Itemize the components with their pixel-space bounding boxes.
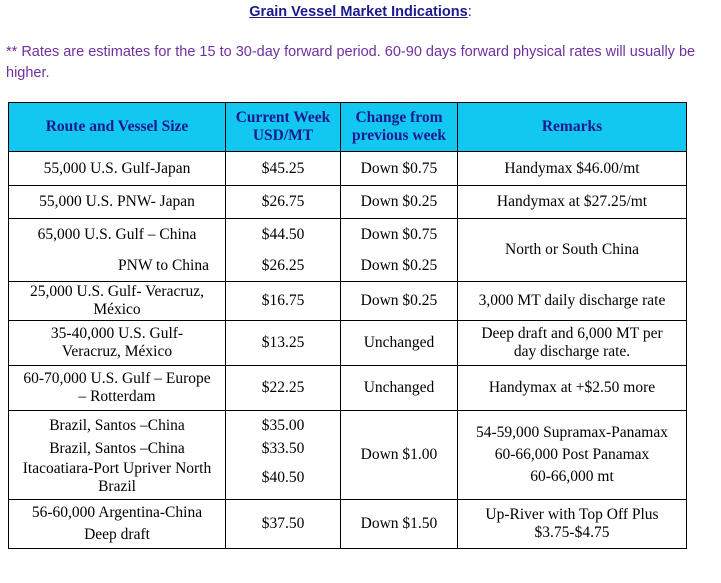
header-change bbox=[341, 103, 458, 152]
remarks-cell bbox=[458, 411, 687, 500]
rate-cell: $16.75 bbox=[226, 282, 341, 321]
rate-line: $40.50 bbox=[261, 469, 305, 486]
table-row bbox=[9, 152, 687, 186]
route-line: 35-40,000 U.S. Gulf- bbox=[50, 325, 184, 342]
route-cell: 55,000 U.S. Gulf-Japan bbox=[9, 152, 226, 186]
table-row bbox=[9, 500, 687, 549]
header-current-line1: Current Week bbox=[235, 109, 331, 126]
change-cell: Down $0.25 bbox=[341, 282, 458, 321]
rate-line: $44.50 bbox=[261, 226, 305, 243]
rate-line: $33.50 bbox=[261, 440, 305, 457]
rates-note: ** Rates are estimates for the 15 to 30-day forward period. 60-90 days forward physical rates will usually be higher. bbox=[6, 44, 696, 81]
change-cell: Down $0.75 bbox=[341, 152, 458, 186]
header-current-week bbox=[226, 103, 341, 152]
route-cell bbox=[9, 282, 226, 321]
header-current-line2: USD/MT bbox=[252, 127, 314, 144]
remarks-cell: Handymax $46.00/mt bbox=[458, 152, 687, 186]
change-cell: Down $1.50 bbox=[341, 500, 458, 549]
route-line: México bbox=[93, 301, 141, 318]
rate-cell: $37.50 bbox=[226, 500, 341, 549]
header-route: Route and Vessel Size bbox=[9, 103, 226, 152]
route-line: Brazil bbox=[98, 478, 136, 495]
change-cell bbox=[341, 219, 458, 282]
route-line: 56-60,000 Argentina-China bbox=[31, 504, 203, 521]
rate-cell: $22.25 bbox=[226, 366, 341, 411]
remarks-cell: Handymax at $27.25/mt bbox=[458, 186, 687, 219]
route-cell bbox=[9, 219, 226, 282]
table-header-row bbox=[9, 103, 687, 152]
route-line: 60-70,000 U.S. Gulf – Europe bbox=[23, 370, 211, 387]
header-change-line1: Change from bbox=[355, 109, 443, 126]
route-line: PNW to China bbox=[118, 257, 209, 274]
header-remarks: Remarks bbox=[458, 103, 687, 152]
vessel-rates-table bbox=[8, 102, 687, 549]
title-text: Grain Vessel Market Indications bbox=[249, 4, 468, 20]
title-colon: : bbox=[467, 4, 472, 20]
remarks-cell: Handymax at +$2.50 more bbox=[458, 366, 687, 411]
remarks-line: 54-59,000 Supramax-Panamax bbox=[476, 424, 668, 441]
table-row bbox=[9, 186, 687, 219]
route-cell bbox=[9, 321, 226, 366]
remarks-cell: North or South China bbox=[458, 219, 687, 282]
change-cell: Down $1.00 bbox=[341, 411, 458, 500]
table-row bbox=[9, 411, 687, 500]
change-cell: Unchanged bbox=[341, 321, 458, 366]
rate-cell bbox=[226, 219, 341, 282]
table-row bbox=[9, 321, 687, 366]
remarks-cell bbox=[458, 500, 687, 549]
change-line: Down $0.25 bbox=[360, 257, 438, 274]
rate-line: $35.00 bbox=[261, 417, 305, 434]
table-row bbox=[9, 219, 687, 282]
remarks-cell bbox=[458, 321, 687, 366]
route-line: – Rotterdam bbox=[78, 388, 156, 405]
table-row bbox=[9, 282, 687, 321]
change-cell: Down $0.25 bbox=[341, 186, 458, 219]
rate-cell bbox=[226, 411, 341, 500]
route-cell bbox=[9, 500, 226, 549]
route-cell bbox=[9, 411, 226, 500]
rate-line: $26.25 bbox=[261, 257, 305, 274]
route-line: Brazil, Santos –China bbox=[49, 417, 185, 434]
route-cell bbox=[9, 366, 226, 411]
remarks-line: 60-66,000 mt bbox=[530, 468, 614, 485]
remarks-line: Deep draft and 6,000 MT per bbox=[481, 325, 663, 342]
route-line: Itacoatiara-Port Upriver North bbox=[22, 460, 212, 477]
rate-cell: $26.75 bbox=[226, 186, 341, 219]
rate-cell: $13.25 bbox=[226, 321, 341, 366]
change-line: Down $0.75 bbox=[360, 226, 438, 243]
route-line: 65,000 U.S. Gulf – China bbox=[37, 226, 197, 243]
route-cell: 55,000 U.S. PNW- Japan bbox=[9, 186, 226, 219]
change-cell: Unchanged bbox=[341, 366, 458, 411]
rate-cell: $45.25 bbox=[226, 152, 341, 186]
remarks-cell: 3,000 MT daily discharge rate bbox=[458, 282, 687, 321]
route-line: Veracruz, México bbox=[61, 343, 173, 360]
remarks-line: Up-River with Top Off Plus bbox=[485, 506, 659, 523]
remarks-line: day discharge rate. bbox=[513, 343, 631, 360]
remarks-line: 60-66,000 Post Panamax bbox=[494, 446, 650, 463]
remarks-line: $3.75-$4.75 bbox=[534, 524, 610, 541]
table-row bbox=[9, 366, 687, 411]
route-line: 25,000 U.S. Gulf- Veracruz, bbox=[29, 283, 205, 300]
route-line: Brazil, Santos –China bbox=[49, 440, 185, 457]
header-change-line2: previous week bbox=[351, 127, 446, 144]
page-title bbox=[0, 4, 721, 20]
route-line: Deep draft bbox=[84, 526, 150, 543]
